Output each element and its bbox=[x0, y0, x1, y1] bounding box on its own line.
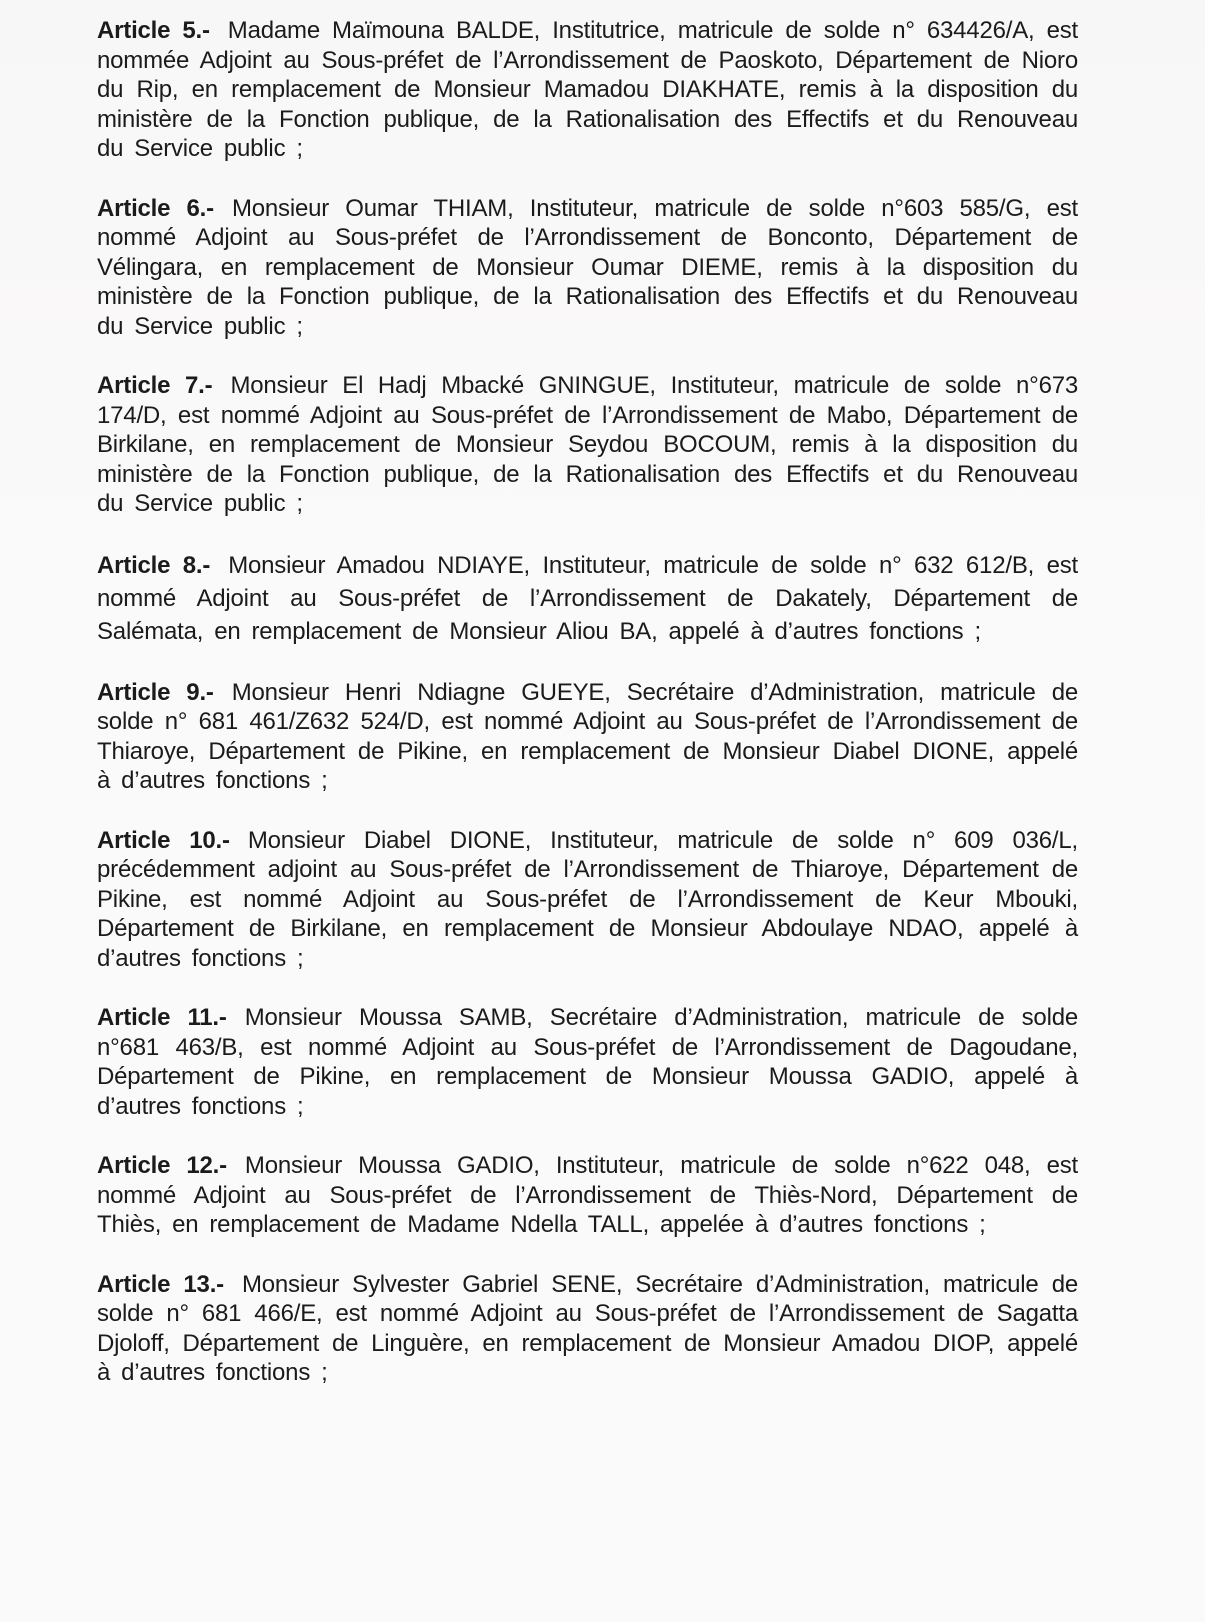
article-body: Monsieur El Hadj Mbacké GNINGUE, Instituteur, matricule de solde n°673 174/D, est nommé Adjoint au Sous-préfet de l’Arrondissement de Mabo, Département de Birkilane, en remplacement de Monsieur Seydou BOCOUM, remis à la disposition du ministère de la Fonction publique, de la Rationalisation des Effectifs et du Renouveau du Service public ; bbox=[97, 372, 1079, 517]
article-label: Article 5.- bbox=[97, 17, 210, 44]
article-paragraph bbox=[97, 549, 1078, 648]
article-label: Article 10.- bbox=[97, 826, 230, 854]
article-paragraph bbox=[97, 1151, 1078, 1240]
article-label: Article 12.- bbox=[97, 1152, 227, 1179]
article-label: Article 7.- bbox=[97, 372, 213, 399]
article-label: Article 6.- bbox=[97, 194, 214, 222]
article-paragraph bbox=[97, 1270, 1078, 1388]
article-label: Article 9.- bbox=[97, 678, 214, 706]
article-body: Monsieur Sylvester Gabriel SENE, Secrétaire d’Administration, matricule de solde n° 681 466/E, est nommé Adjoint au Sous-préfet de l’Arrondissement de Sagatta Djoloff, Département de Linguère, en remplacement de Monsieur Amadou DIOP, appelé à d’autres fonctions ; bbox=[97, 1270, 1078, 1386]
article-label: Article 13.- bbox=[97, 1270, 224, 1298]
article-body: Monsieur Moussa SAMB, Secrétaire d’Administration, matricule de solde n°681 463/B, est nommé Adjoint au Sous-préfet de l’Arrondissement de Dagoudane, Département de Pikine, en remplacement de Monsieur Moussa GADIO, appelé à d’autres fonctions ; bbox=[97, 1004, 1078, 1120]
article-body: Monsieur Diabel DIONE, Instituteur, matricule de solde n° 609 036/L, précédemment adjoint au Sous-préfet de l’Arrondissement de Thiaroye, Département de Pikine, est nommé Adjoint au Sous-préfet de l’Arrondissement de Keur Mbouki, Département de Birkilane, en remplacement de Monsieur Abdoulaye NDAO, appelé à d’autres fonctions ; bbox=[97, 826, 1078, 972]
article-paragraph bbox=[97, 16, 1078, 164]
article-body: Monsieur Moussa GADIO, Instituteur, matricule de solde n°622 048, est nommé Adjoint au Sous-préfet de l’Arrondissement de Thiès-Nord, Département de Thiès, en remplacement de Madame Ndella TALL, appelée à d’autres fonctions ; bbox=[97, 1152, 1078, 1238]
article-paragraph bbox=[97, 194, 1078, 342]
article-label: Article 11.- bbox=[97, 1004, 227, 1031]
article-body: Monsieur Henri Ndiagne GUEYE, Secrétaire d’Administration, matricule de solde n° 681 461/Z632 524/D, est nommé Adjoint au Sous-préfet de l’Arrondissement de Thiaroye, Département de Pikine, en remplacement de Monsieur Diabel DIONE, appelé à d’autres fonctions ; bbox=[97, 678, 1078, 794]
article-paragraph bbox=[97, 826, 1078, 974]
article-paragraph bbox=[97, 1003, 1078, 1121]
article-body: Monsieur Oumar THIAM, Instituteur, matricule de solde n°603 585/G, est nommé Adjoint au Sous-préfet de l’Arrondissement de Bonconto, Département de Vélingara, en remplacement de Monsieur Oumar DIEME, remis à la disposition du ministère de la Fonction publique, de la Rationalisation des Effectifs et du Renouveau du Service public ; bbox=[97, 194, 1078, 340]
article-label: Article 8.- bbox=[97, 551, 211, 579]
article-paragraph bbox=[97, 678, 1078, 796]
article-body: Monsieur Amadou NDIAYE, Instituteur, matricule de solde n° 632 612/B, est nommé Adjoint au Sous-préfet de l’Arrondissement de Dakately, Département de Salémata, en remplacement de Monsieur Aliou BA, appelé à d’autres fonctions ; bbox=[97, 551, 1078, 645]
article-paragraph bbox=[97, 371, 1078, 519]
article-body: Madame Maïmouna BALDE, Institutrice, matricule de solde n° 634426/A, est nommée Adjoint au Sous-préfet de l’Arrondissement de Paoskoto, Département de Nioro du Rip, en remplacement de Monsieur Mamadou DIAKHATE, remis à la disposition du ministère de la Fonction publique, de la Rationalisation des Effectifs et du Renouveau du Service public ; bbox=[97, 17, 1079, 162]
document-articles bbox=[97, 16, 1078, 1388]
